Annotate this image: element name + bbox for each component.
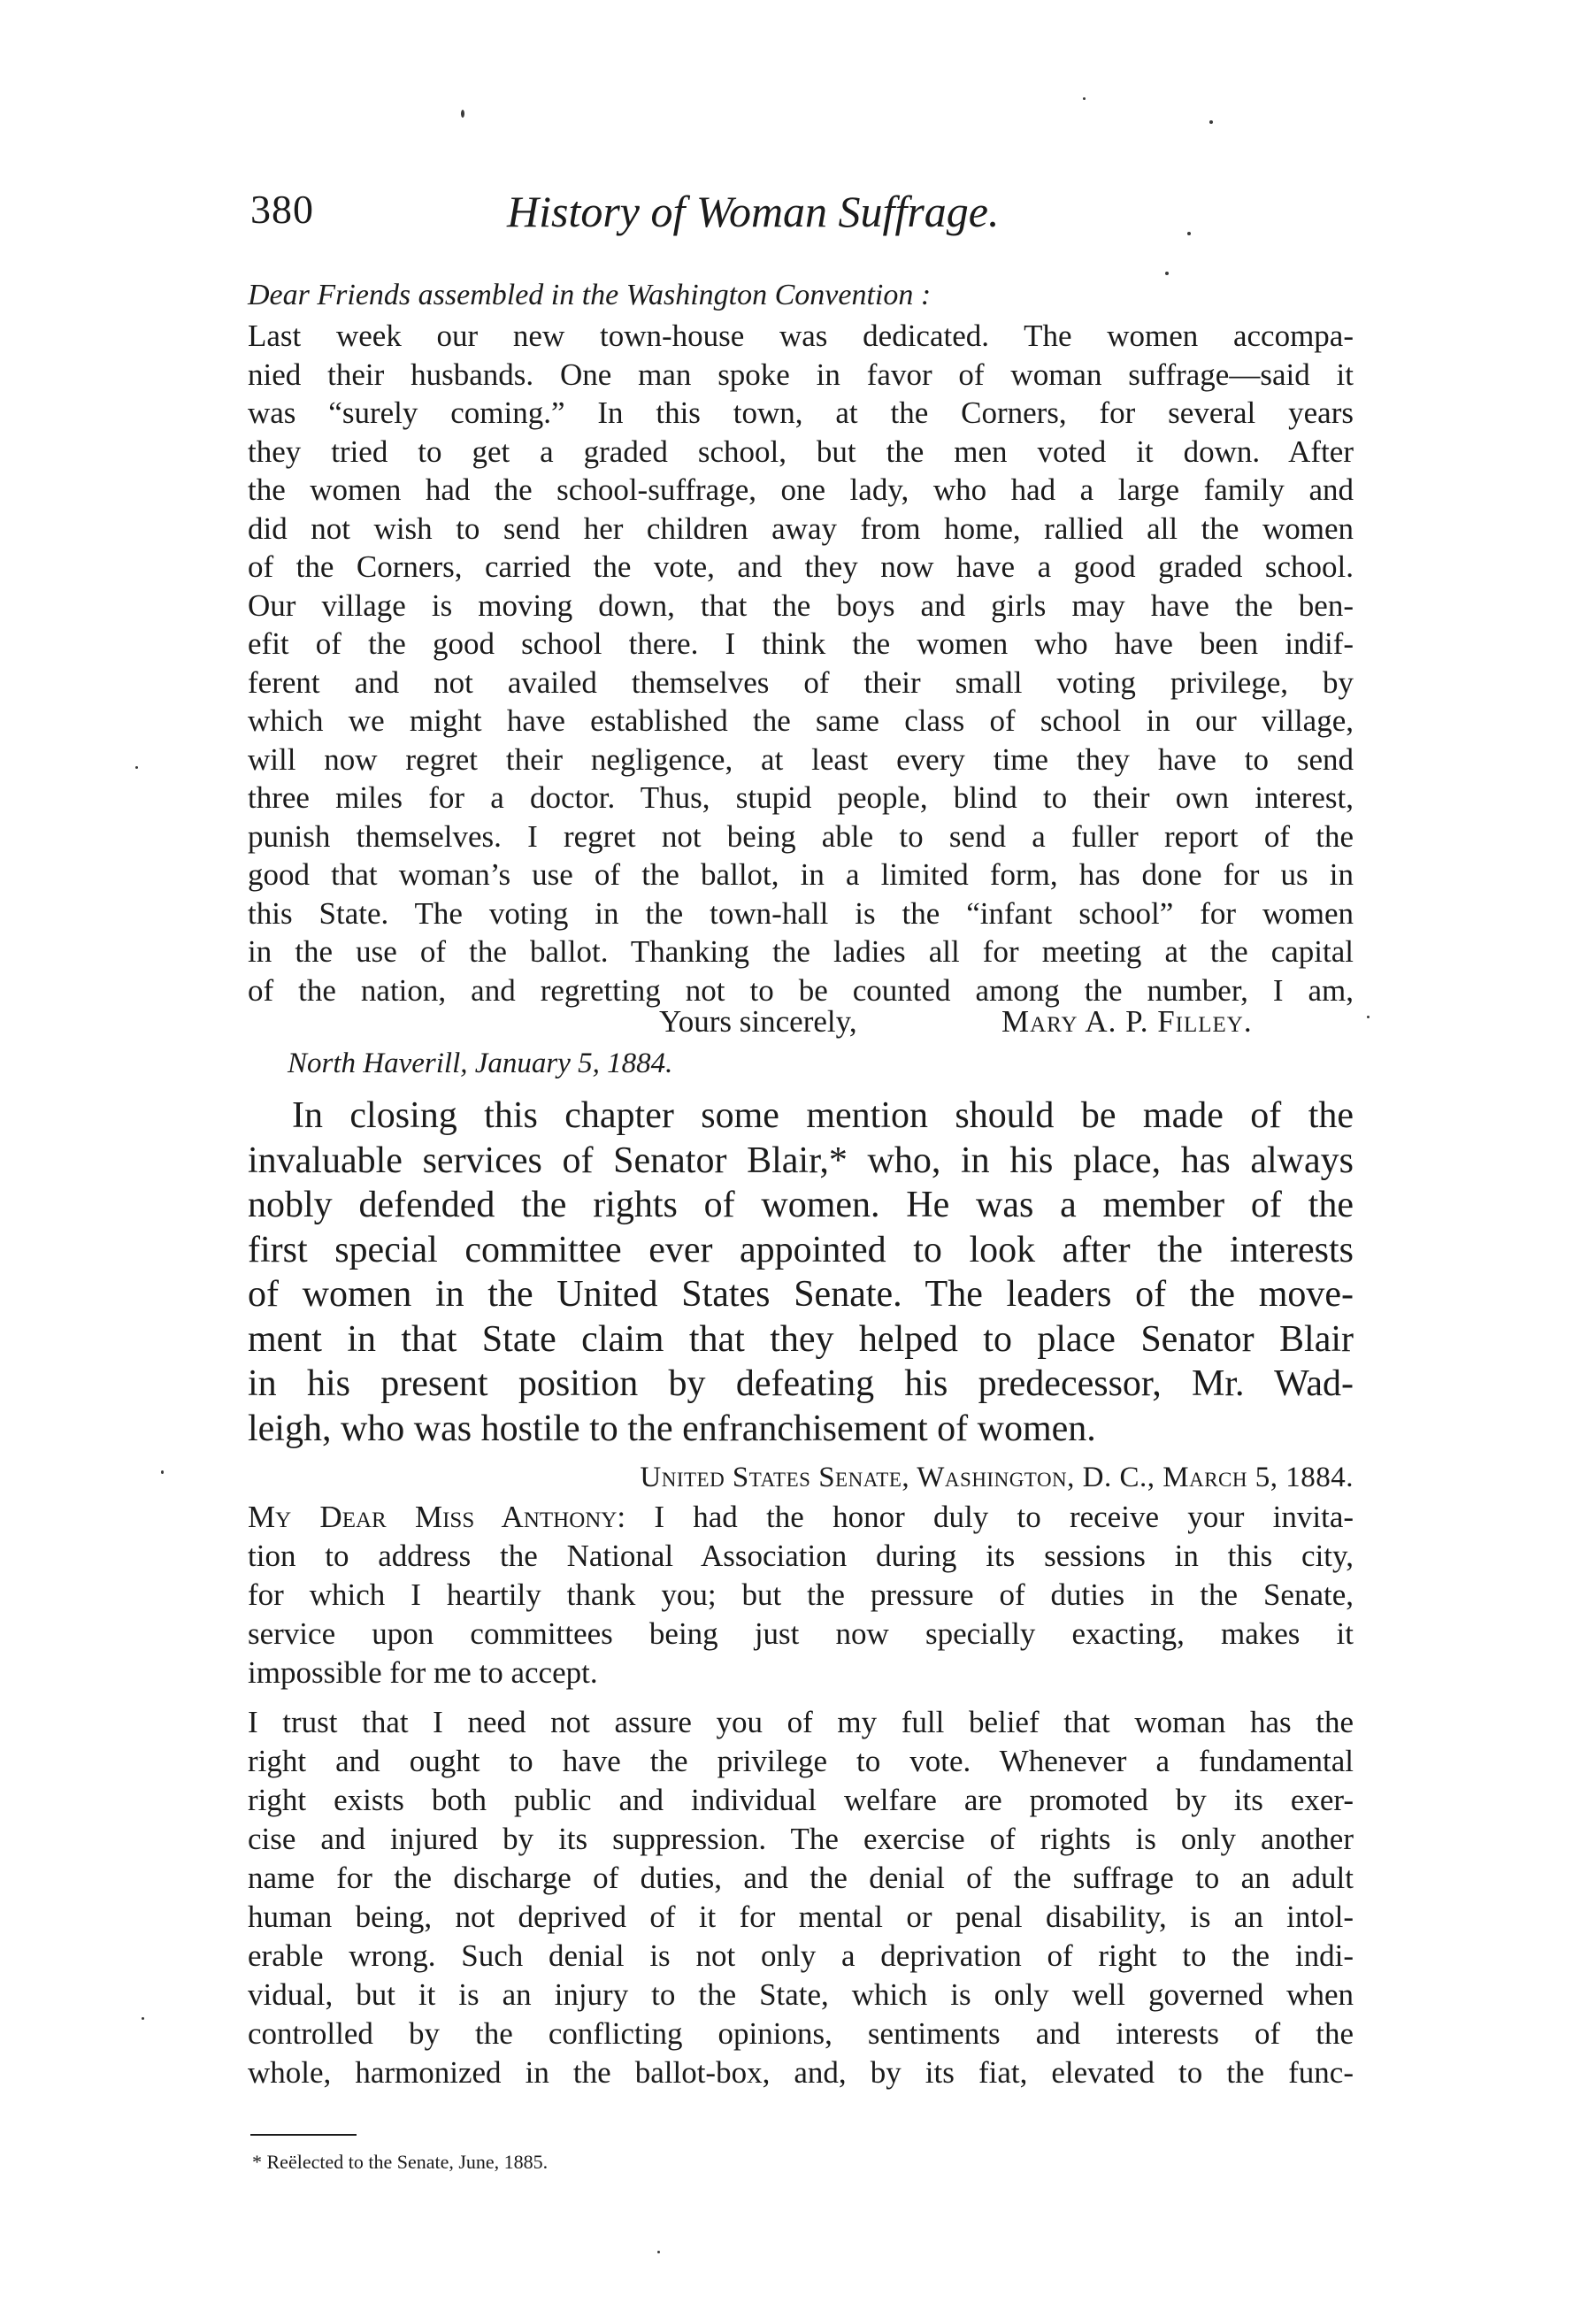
text-line: ferent and not availed themselves of their small voting privilege, by: [248, 664, 1354, 700]
text-line: human being, not deprived of it for mental or penal disability, is an intol-: [248, 1899, 1354, 1934]
text-line: erable wrong. Such denial is not only a deprivation of right to the indi-: [248, 1938, 1354, 1973]
text-line: of the Corners, carried the vote, and they now have a good graded school.: [248, 549, 1354, 584]
page-number: 380: [250, 187, 314, 232]
text-line: this State. The voting in the town-hall is the “infant school” for women: [248, 895, 1354, 931]
text-line: in his present position by defeating his predecessor, Mr. Wad-: [248, 1363, 1354, 1404]
text-line: tion to address the National Association during its sessions in this city,: [248, 1539, 1354, 1573]
text-line: for which I heartily thank you; but the pressure of duties in the Senate,: [248, 1577, 1354, 1612]
text-segment: : I had the honor duly to receive your invita-: [617, 1500, 1354, 1534]
text-line: the women had the school-suffrage, one lady, who had a large family and: [248, 472, 1354, 507]
text-line: was “surely coming.” In this town, at the Corners, for several years: [248, 395, 1354, 430]
text-line: [248, 1498, 1354, 1537]
text-line: did not wish to send her children away from home, rallied all the women: [248, 510, 1354, 546]
text-line: Last week our new town-house was dedicated. The women accompa-: [248, 318, 1354, 353]
paper-speck: [1187, 232, 1191, 235]
text-line: nied their husbands. One man spoke in favor of woman suffrage—said it: [248, 357, 1354, 392]
paper-speck: [135, 766, 138, 769]
letter-signature: Mary A. P. Filley.: [1001, 1004, 1253, 1039]
text-line: right exists both public and individual welfare are promoted by its exer-: [248, 1783, 1354, 1817]
narrative-paragraph: [248, 1094, 1354, 1451]
filley-signoff: [248, 1002, 1354, 1041]
text-line: cise and injured by its suppression. The exercise of rights is only another: [248, 1822, 1354, 1856]
filley-salutation: Dear Friends assembled in the Washington Convention :: [248, 279, 932, 311]
text-line: service upon committees being just now specially exacting, makes it: [248, 1616, 1354, 1651]
footnote: * Reëlected to the Senate, June, 1885.: [252, 2151, 549, 2173]
blair-salutation: My Dear Miss Anthony: [248, 1500, 618, 1534]
filley-place-date: North Haverill, January 5, 1884.: [288, 1048, 673, 1079]
text-line: will now regret their negligence, at least every time they have to send: [248, 741, 1354, 777]
text-line: right and ought to have the privilege to vote. Whenever a fundamental: [248, 1744, 1354, 1778]
paper-speck: [657, 2251, 660, 2253]
blair-dateline: United States Senate, Washington, D. C., March 5, 1884.: [640, 1462, 1354, 1493]
text-line: In closing this chapter some mention should be made of the: [292, 1095, 1354, 1136]
text-line: Our village is moving down, that the boys and girls may have the ben-: [248, 587, 1354, 623]
paper-speck: [142, 2017, 144, 2020]
page-header: [250, 186, 1383, 248]
text-line: they tried to get a graded school, but the men voted it down. After: [248, 434, 1354, 469]
blair-letter-paragraph-1: [248, 1498, 1354, 1692]
text-line: controlled by the conflicting opinions, sentiments and interests of the: [248, 2016, 1354, 2051]
text-line: name for the discharge of duties, and the denial of the suffrage to an adult: [248, 1861, 1354, 1895]
paper-speck: [161, 1470, 164, 1474]
footnote-rule: [250, 2134, 357, 2136]
paper-speck: [1209, 120, 1213, 124]
filley-letter-body: [248, 317, 1354, 1009]
text-line: which we might have established the same class of school in our village,: [248, 703, 1354, 738]
text-line: nobly defended the rights of women. He was a member of the: [248, 1185, 1354, 1225]
text-line: leigh, who was hostile to the enfranchisement of women.: [248, 1408, 1096, 1449]
paper-speck: [1083, 97, 1086, 100]
text-line: three miles for a doctor. Thus, stupid people, blind to their own interest,: [248, 780, 1354, 815]
paper-speck: [1367, 1016, 1370, 1018]
paper-speck: [1165, 272, 1169, 275]
text-line: of the nation, and regretting not to be counted among the number, I am,: [248, 972, 1354, 1008]
text-line: I trust that I need not assure you of my full belief that woman has the: [248, 1705, 1354, 1739]
text-line: whole, harmonized in the ballot-box, and, by its fiat, elevated to the func-: [248, 2055, 1354, 2090]
text-line: in the use of the ballot. Thanking the ladies all for meeting at the capital: [248, 934, 1354, 969]
text-line: vidual, but it is an injury to the State, which is only well governed when: [248, 1977, 1354, 2012]
paper-speck: [461, 110, 464, 118]
text-line: ment in that State claim that they helped to place Senator Blair: [248, 1318, 1354, 1360]
blair-letter-paragraph-2: [248, 1703, 1354, 2092]
letter-closing: Yours sincerely,: [659, 1004, 857, 1039]
text-line: impossible for me to accept.: [248, 1655, 598, 1690]
text-line: invaluable services of Senator Blair,* who, in his place, has always: [248, 1140, 1354, 1181]
text-line: punish themselves. I regret not being able to send a fuller report of the: [248, 818, 1354, 854]
text-line: of women in the United States Senate. The leaders of the move-: [248, 1274, 1354, 1315]
text-line: good that woman’s use of the ballot, in a limited form, has done for us in: [248, 857, 1354, 892]
text-line: efit of the good school there. I think the women who have been indif-: [248, 626, 1354, 661]
text-line: first special committee ever appointed to look after the interests: [248, 1229, 1354, 1270]
running-title: History of Woman Suffrage.: [507, 187, 1000, 236]
